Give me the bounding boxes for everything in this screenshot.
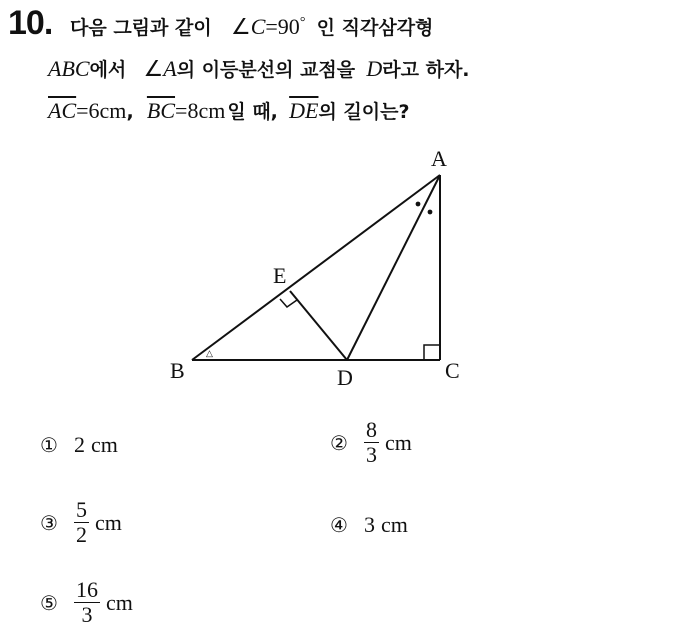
denominator: 2 — [75, 522, 87, 547]
angle-symbol: ∠ — [143, 56, 164, 81]
bc-value: =8 — [175, 98, 199, 123]
choice-value: 3 — [363, 512, 375, 537]
denominator: 3 — [81, 602, 93, 627]
choice-marker: ③ — [40, 510, 58, 535]
denominator: 3 — [365, 442, 377, 467]
question-text: 의 이등분선의 교점을 — [176, 59, 356, 81]
ac-value: =6 — [76, 98, 100, 123]
label-c: C — [445, 358, 460, 383]
question-line-3 — [48, 96, 410, 127]
segment-de-line — [290, 291, 347, 360]
angle-mark-dot — [428, 210, 433, 215]
label-a: A — [431, 146, 447, 171]
choice-marker: ② — [330, 430, 348, 455]
choice-unit: cm — [90, 432, 118, 457]
triangle-name: ABC — [48, 56, 90, 81]
question-number: 10. — [8, 4, 53, 42]
numerator: 5 — [75, 497, 87, 522]
choice-unit: cm — [94, 509, 122, 535]
choice-fraction — [364, 418, 379, 467]
choice-marker: ④ — [330, 513, 348, 537]
unit-cm: cm — [198, 98, 226, 123]
choice-5[interactable] — [40, 578, 133, 627]
numerator: 16 — [75, 577, 98, 602]
choice-unit: cm — [105, 589, 133, 615]
degree-sign: ° — [299, 15, 306, 30]
right-angle-mark-c — [424, 345, 440, 360]
question-line-1 — [70, 8, 433, 43]
choice-value: 2 — [73, 432, 85, 457]
choice-1[interactable] — [40, 432, 118, 458]
choice-fraction — [74, 578, 100, 627]
angle-value: =90 — [265, 14, 300, 39]
var-c: C — [250, 14, 266, 39]
angle-symbol: ∠ — [230, 14, 251, 39]
choice-marker: ① — [40, 433, 58, 457]
unit-cm: cm — [99, 98, 127, 123]
right-angle-mark-e — [280, 299, 297, 307]
choice-4[interactable] — [330, 512, 408, 538]
question-text: 의 길이는? — [318, 101, 410, 123]
side-ab — [192, 175, 440, 360]
choice-fraction — [74, 498, 89, 547]
choice-3[interactable] — [40, 498, 122, 547]
numerator: 8 — [365, 417, 377, 442]
label-d: D — [337, 365, 353, 390]
var-d: D — [366, 56, 383, 81]
bisector-ad — [347, 175, 440, 360]
question-text: 인 직각삼각형 — [316, 17, 434, 39]
question-text: 다음 그림과 같이 — [70, 17, 212, 39]
question-text: 라고 하자. — [382, 59, 470, 81]
choice-unit: cm — [384, 429, 412, 455]
segment-bc: $\overline{BC}$ — [146, 98, 176, 123]
segment-ac: $\overline{AC}$ — [48, 98, 77, 123]
question-text: 에서 — [89, 59, 127, 81]
choice-2[interactable] — [330, 418, 412, 467]
label-e: E — [273, 263, 287, 288]
angle-mark-dot — [416, 202, 421, 207]
var-a: A — [163, 56, 177, 81]
segment-de: $\overline{DE}$ — [289, 98, 319, 123]
angle-mark-b: △ — [206, 348, 213, 358]
label-b: B — [170, 358, 185, 383]
comma: , — [126, 101, 134, 123]
choice-unit: cm — [380, 512, 408, 537]
question-line-2 — [48, 54, 470, 85]
choice-marker: ⑤ — [40, 590, 58, 615]
question-text: 일 때, — [227, 101, 278, 123]
